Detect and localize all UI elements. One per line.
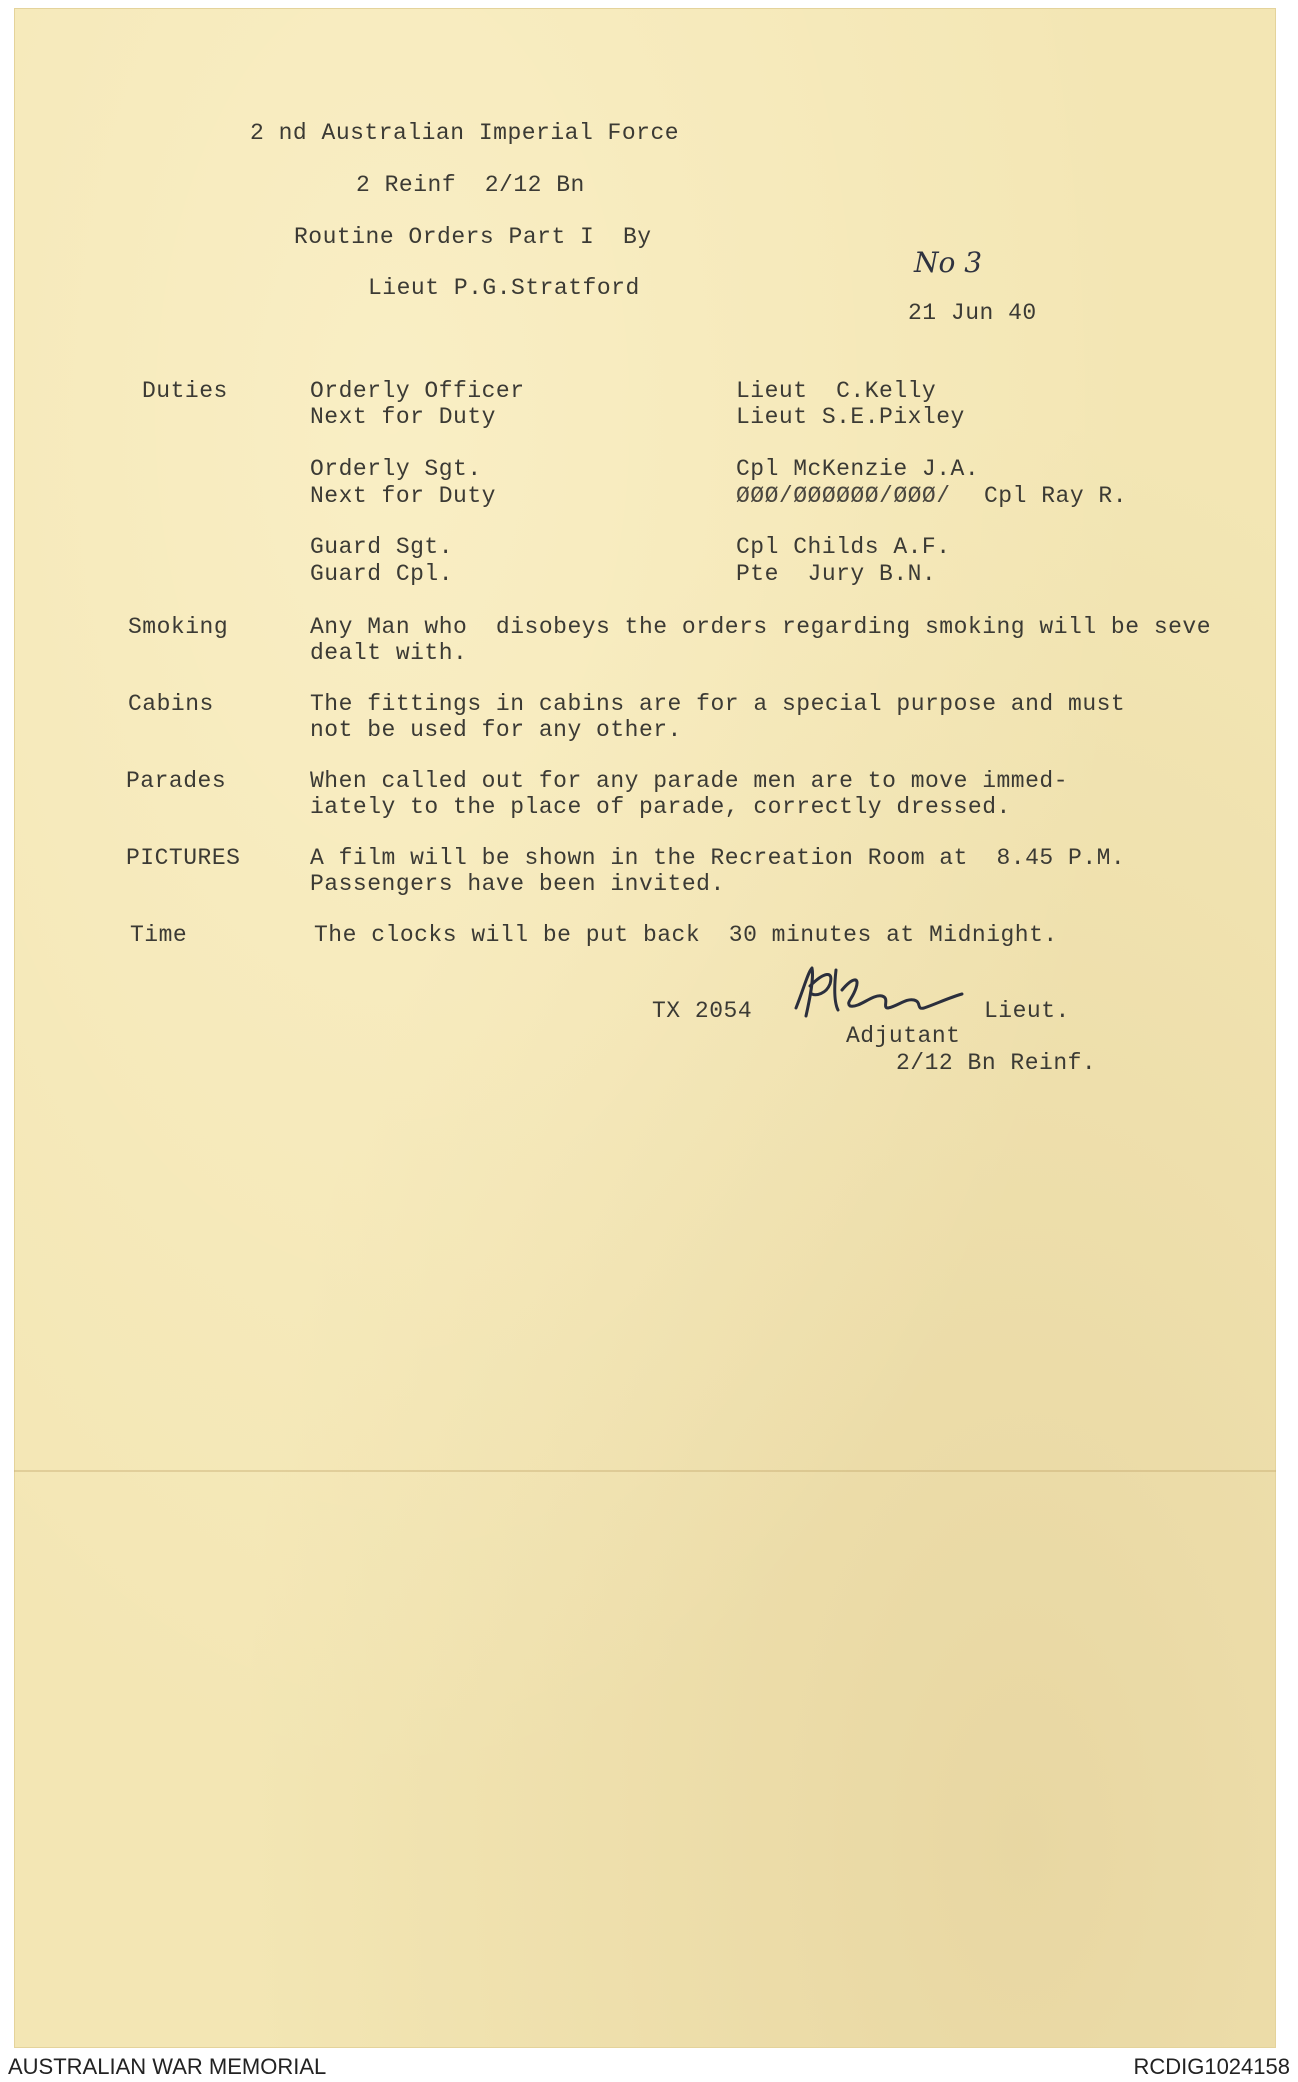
duty-role: Next for Duty [310,483,496,509]
service-number: TX 2054 [652,998,753,1024]
order-text: A film will be shown in the Recreation Room at 8.45 P.M. [310,845,1126,871]
duty-name: Pte Jury B.N. [736,561,937,587]
duty-name: Lieut S.E.Pixley [736,404,965,430]
order-label: Parades [126,768,227,794]
header-line-1: 2 nd Australian Imperial Force [250,120,680,146]
order-date: 21 Jun 40 [908,300,1037,326]
header-line-3: Routine Orders Part I By [294,224,652,250]
order-text: Any Man who disobeys the orders regarding smoking will be seve [310,614,1212,640]
duty-role: Orderly Sgt. [310,456,482,482]
header-line-2: 2 Reinf 2/12 Bn [356,172,585,198]
duties-label: Duties [142,378,228,404]
order-text: not be used for any other. [310,717,682,743]
order-label: Time [130,922,188,948]
document-page [14,8,1276,2048]
duty-role: Guard Sgt. [310,534,454,560]
signatory-unit: 2/12 Bn Reinf. [896,1050,1097,1076]
order-number: No 3 [914,246,983,279]
order-text: iately to the place of parade, correctly dressed. [310,794,1011,820]
handwritten-signature [790,958,970,1028]
order-text: dealt with. [310,640,468,666]
duty-role: Guard Cpl. [310,561,454,587]
order-label: Cabins [128,691,214,717]
duty-name: Cpl Ray R. [984,483,1128,509]
header-line-4: Lieut P.G.Stratford [368,275,640,301]
struck-out-text: ØØØ/ØØØØØØ/ØØØ/ [736,483,951,509]
order-text: The fittings in cabins are for a special purpose and must [310,691,1126,717]
footer-record-id: RCDIG1024158 [1133,2054,1290,2079]
archive-footer [0,2048,1298,2082]
order-text: When called out for any parade men are to move immed- [310,768,1069,794]
duty-name: Cpl Childs A.F. [736,534,951,560]
order-label: Smoking [128,614,229,640]
footer-institution: AUSTRALIAN WAR MEMORIAL [8,2054,327,2079]
duty-role: Next for Duty [310,404,496,430]
order-text: Passengers have been invited. [310,871,725,897]
duty-name: Lieut C.Kelly [736,378,937,404]
signatory-title: Adjutant [846,1023,961,1049]
signatory-rank: Lieut. [984,998,1070,1024]
duty-role: Orderly Officer [310,378,525,404]
paper-fold [14,1470,1276,1472]
duty-name: Cpl McKenzie J.A. [736,456,980,482]
order-text: The clocks will be put back 30 minutes at Midnight. [314,922,1058,948]
order-label: PICTURES [126,845,241,871]
